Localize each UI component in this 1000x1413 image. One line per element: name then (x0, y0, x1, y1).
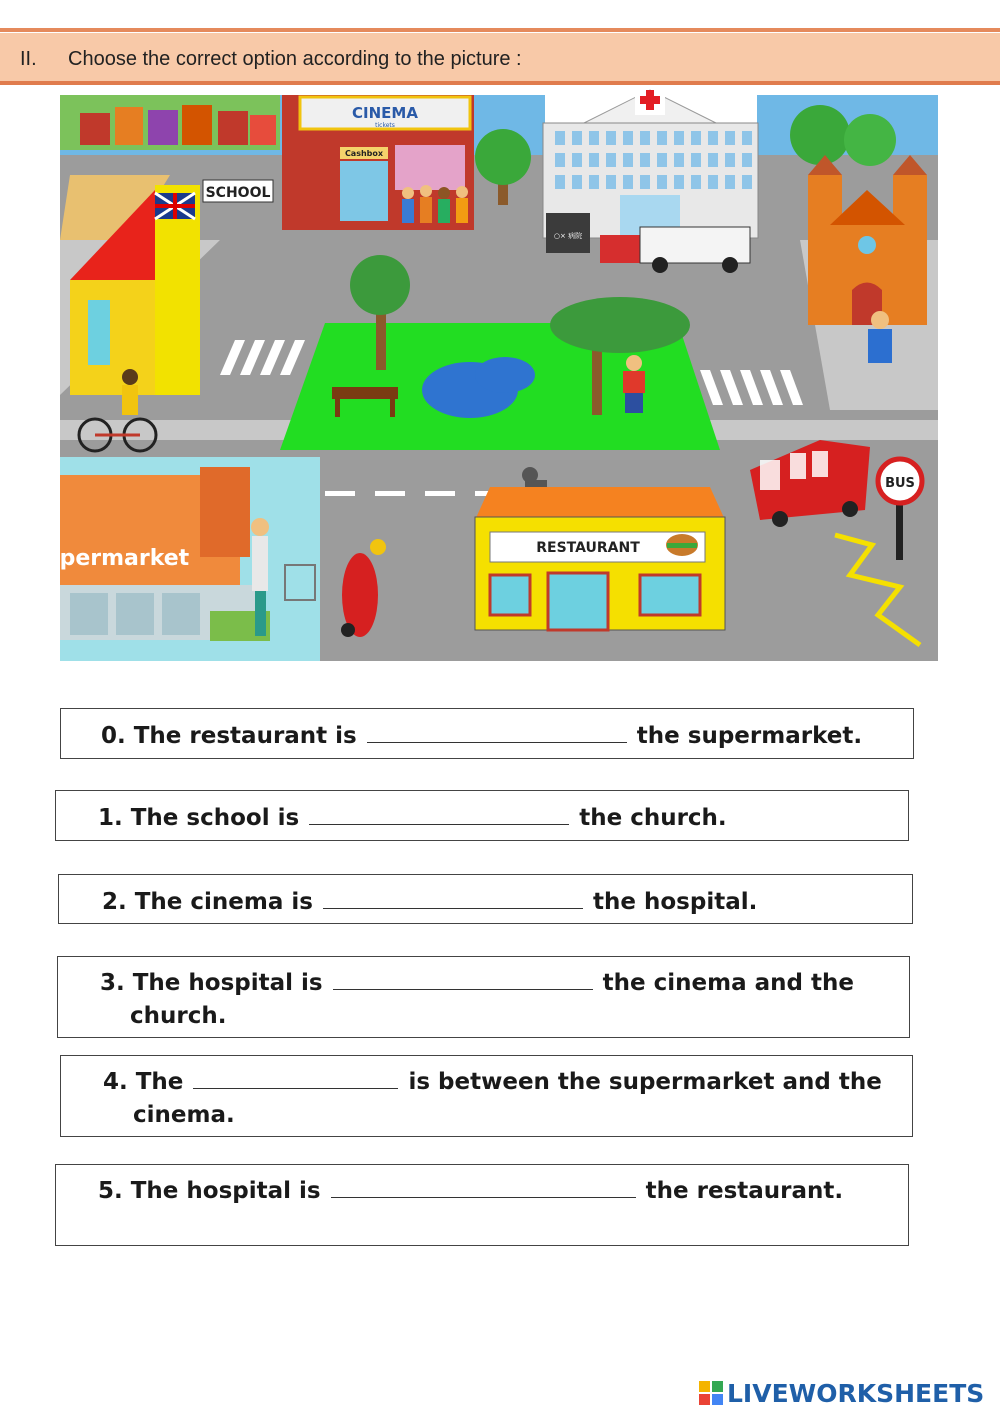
question-0-text-after: the supermarket. (636, 723, 863, 749)
logo-square-2 (712, 1381, 723, 1392)
question-box-3 (57, 956, 910, 1038)
svg-text:BUS: BUS (885, 476, 915, 491)
question-3-text-after: the cinema and the (602, 970, 854, 996)
svg-text:○× 病院: ○× 病院 (553, 232, 583, 240)
top-rule (0, 28, 1000, 32)
svg-text:RESTAURANT: RESTAURANT (536, 540, 640, 556)
houses-illustration (60, 95, 280, 150)
question-0-text-before: 0. The restaurant is (101, 723, 357, 749)
cinema-illustration (282, 95, 474, 230)
section-number: II. (20, 48, 37, 70)
supermarket-illustration (31, 457, 320, 661)
question-2-text-after: the hospital. (593, 889, 758, 915)
hospital-illustration (543, 90, 758, 273)
question-box-5 (55, 1164, 909, 1246)
logo-squares-icon (698, 1380, 724, 1406)
logo-square-4 (712, 1394, 723, 1405)
question-2-text-before: 2. The cinema is (102, 889, 313, 915)
question-box-1 (55, 790, 909, 841)
logo-square-1 (699, 1381, 710, 1392)
answer-blank-2[interactable] (323, 886, 583, 909)
answer-blank-1[interactable] (309, 802, 569, 825)
restaurant-illustration (475, 487, 725, 630)
question-3-text-before: 3. The hospital is (100, 970, 323, 996)
svg-text:supermarket: supermarket (30, 546, 190, 571)
question-4-text-line2: cinema. (133, 1102, 235, 1128)
svg-text:tickets: tickets (375, 122, 395, 129)
instruction-text: Choose the correct option according to the picture : (68, 48, 522, 70)
question-4-text-after: is between the supermarket and the (408, 1069, 882, 1095)
question-3-text-line2: church. (130, 1003, 227, 1029)
question-1-text-after: the church. (579, 805, 727, 831)
question-box-4 (60, 1055, 913, 1137)
logo-square-3 (699, 1394, 710, 1405)
logo-brand-text: LIVEWORKSHEETS (727, 1378, 985, 1408)
question-5-text-before: 5. The hospital is (98, 1178, 321, 1204)
liveworksheets-logo (698, 1378, 984, 1408)
town-scene-picture (30, 95, 938, 661)
svg-text:SCHOOL: SCHOOL (205, 185, 271, 201)
question-5-text-after: the restaurant. (645, 1178, 844, 1204)
instruction-header (0, 33, 1000, 85)
question-box-2 (58, 874, 913, 924)
answer-blank-4[interactable] (193, 1066, 398, 1089)
svg-text:CINEMA: CINEMA (352, 104, 418, 122)
question-1-text-before: 1. The school is (98, 805, 300, 831)
question-box-0 (60, 708, 914, 759)
svg-text:Cashbox: Cashbox (344, 149, 384, 158)
answer-blank-3[interactable] (333, 967, 593, 990)
answer-blank-0[interactable] (367, 720, 627, 743)
answer-blank-5[interactable] (331, 1175, 636, 1198)
question-4-text-before: 4. The (103, 1069, 184, 1095)
